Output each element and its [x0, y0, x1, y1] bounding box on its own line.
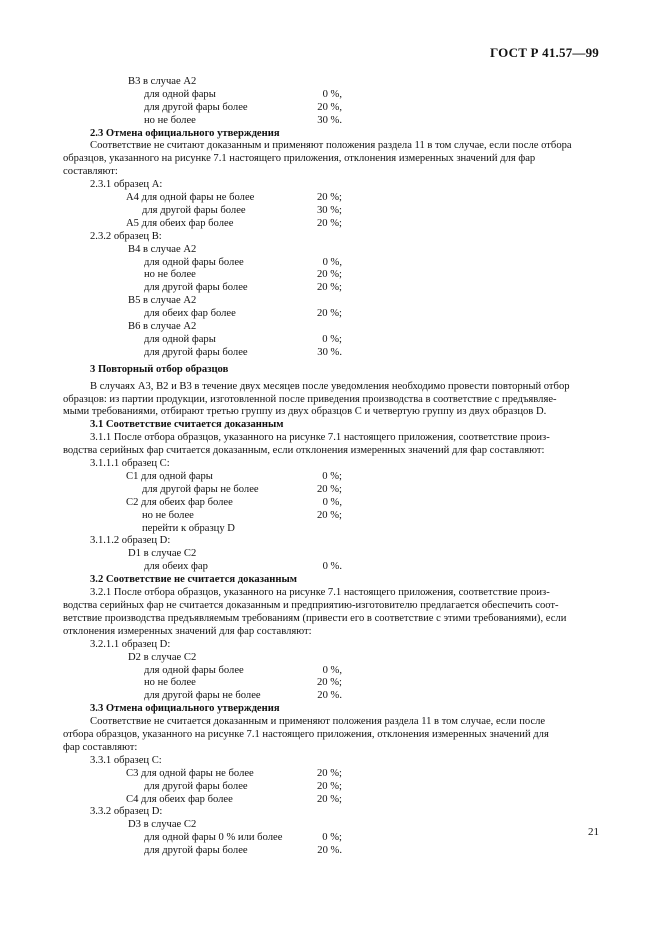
- value-row: [90, 781, 598, 794]
- row-label: для другой фары более: [144, 101, 248, 113]
- paragraph-line: отбора образцов, указанного на рисунке 7.1 настоящего приложения, отклонения измеренных значений для: [63, 729, 549, 740]
- value-row: [90, 269, 598, 282]
- paragraph-line: образцов: из партии продукции, изготовленной после приведения производства в соответствие с предъявляе-: [63, 393, 557, 405]
- value-row: [90, 102, 598, 115]
- paragraph-line: фар составляют:: [63, 741, 138, 753]
- paragraph-line: мыми требованиями, отбирают третью группу из двух образцов С и четвертую группу из двух образцов D.: [63, 406, 547, 418]
- row-value: 20 %;: [316, 780, 342, 792]
- paragraph-line: В случаях А3, В2 и В3 в течение двух месяцев после уведомления необходимо провести повторный отбор: [90, 380, 570, 392]
- paragraph-line: образцов, указанного на рисунке 7.1 настоящего приложения, отклонения измеренных значений для фар: [63, 153, 536, 165]
- subsection-label: 3.3.1 образец С:: [90, 754, 162, 766]
- value-row: [90, 282, 598, 295]
- page-number: 21: [588, 826, 599, 838]
- value-row: [90, 89, 598, 102]
- row-label: для другой фары более: [142, 205, 246, 216]
- paragraph-line: ветствие производства предъявляемым требованиям (привести его в соответствие с этими требованиями), если: [63, 612, 567, 624]
- paragraph-line: отклонения измеренных значений для фар составляют:: [63, 625, 312, 637]
- value-row: [90, 115, 598, 128]
- subsection-label: 3.1.1.2 образец D:: [90, 535, 171, 547]
- item-title: В4 в случае А2: [128, 243, 197, 255]
- document-code: ГОСТ Р 41.57—99: [490, 45, 599, 60]
- row-value: 20 %;: [316, 308, 342, 320]
- item-title: D3 в случае С2: [128, 819, 197, 831]
- value-row: [90, 471, 598, 484]
- value-row: [90, 677, 598, 690]
- row-value: 30 %.: [317, 346, 342, 358]
- row-value: 20 %;: [316, 192, 342, 204]
- value-row: [90, 347, 598, 360]
- row-value: 20 %;: [316, 483, 342, 495]
- row-value: 20 %,: [317, 101, 342, 113]
- document-body: [63, 76, 598, 858]
- row-label: но не более: [142, 509, 194, 521]
- goto-note: перейти к образцу D: [142, 522, 235, 534]
- value-row: [90, 308, 598, 321]
- value-row: [90, 845, 598, 858]
- row-value: 20 %;: [316, 217, 342, 229]
- row-value: 20 %;: [316, 677, 342, 689]
- row-label: для другой фары более: [144, 780, 248, 792]
- row-value: 30 %.: [317, 114, 342, 126]
- value-row: [90, 561, 598, 574]
- row-label: для другой фары более: [144, 346, 248, 358]
- row-value: 0 %;: [322, 832, 342, 844]
- value-row: [90, 484, 598, 497]
- value-row: [90, 510, 598, 523]
- subsection-label: 3.1.1.1 образец С:: [90, 458, 170, 470]
- row-label: но не более: [144, 114, 196, 126]
- section-heading: 3.3 Отмена официального утверждения: [90, 703, 280, 715]
- row-label: для одной фары более: [144, 664, 244, 676]
- value-row: [90, 690, 598, 703]
- row-label: для другой фары не более: [142, 483, 259, 495]
- row-label: С1 для одной фары: [126, 471, 213, 482]
- value-row: [90, 205, 598, 218]
- row-label: для другой фары не более: [144, 690, 261, 702]
- paragraph-line: Соответствие не считается доказанным и применяют положения раздела 11 в том случае, если после: [90, 716, 546, 728]
- row-label: но не более: [144, 677, 196, 689]
- section-heading: 2.3 Отмена официального утверждения: [90, 127, 280, 139]
- section-heading: 3.1 Соответствие считается доказанным: [90, 419, 284, 431]
- value-row: [90, 334, 598, 347]
- row-label: для одной фары более: [144, 256, 244, 268]
- value-row: [90, 665, 598, 678]
- paragraph-line: составляют:: [63, 166, 118, 178]
- row-value: 20 %;: [316, 767, 342, 779]
- row-label: для одной фары: [144, 88, 216, 100]
- subsection-label: 3.3.2 образец D:: [90, 806, 163, 818]
- value-row: [90, 768, 598, 781]
- row-value: 20 %;: [316, 509, 342, 521]
- row-value: 0 %,: [322, 88, 342, 100]
- paragraph-line: 3.1.1 После отбора образцов, указанного на рисунке 7.1 настоящего приложения, соответствие произ-: [90, 432, 550, 444]
- row-value: 20 %;: [316, 269, 342, 281]
- row-label: для обеих фар более: [144, 308, 236, 320]
- row-value: 20 %.: [317, 845, 342, 857]
- row-label: но не более: [144, 269, 196, 281]
- section-heading: 3 Повторный отбор образцов: [90, 363, 229, 375]
- row-label: С4 для обеих фар более: [126, 793, 233, 805]
- paragraph-line: водства серийных фар не считается доказанным и предприятию-изготовителю предлагается обеспечить соот-: [63, 599, 559, 611]
- row-value: 20 %;: [316, 282, 342, 294]
- paragraph-line: водства серийных фар считается доказанным, если отклонения измеренных значений для фар составляют:: [63, 445, 545, 457]
- row-value: 0 %,: [322, 664, 342, 676]
- subsection-label: 2.3.2 образец В:: [90, 230, 162, 242]
- item-title: В5 в случае А2: [128, 295, 197, 307]
- row-label: для одной фары: [144, 333, 216, 345]
- paragraph-line: Соответствие не считают доказанным и применяют положения раздела 11 в том случае, если после отбора: [90, 140, 572, 152]
- row-value: 0 %;: [322, 471, 342, 482]
- value-row: [90, 192, 598, 205]
- value-row: [90, 832, 598, 845]
- subsection-label: 2.3.1 образец А:: [90, 179, 163, 191]
- row-value: 20 %;: [316, 793, 342, 805]
- row-value: 0 %,: [322, 256, 342, 268]
- value-row: [90, 497, 598, 510]
- row-label: для обеих фар: [144, 561, 208, 573]
- value-row: [90, 257, 598, 270]
- item-title: D2 в случае С2: [128, 651, 197, 663]
- row-value: 20 %.: [317, 690, 342, 702]
- paragraph-line: 3.2.1 После отбора образцов, указанного на рисунке 7.1 настоящего приложения, соответствие произ-: [90, 587, 550, 599]
- row-label: для другой фары более: [144, 845, 248, 857]
- row-value: 0 %.: [322, 561, 342, 573]
- row-label: С2 для обеих фар более: [126, 496, 233, 508]
- item-title: В3 в случае А2: [128, 76, 197, 87]
- row-label: А5 для обеих фар более: [126, 217, 234, 229]
- row-value: 30 %;: [316, 205, 342, 216]
- row-label: для другой фары более: [144, 282, 248, 294]
- value-row: [90, 794, 598, 807]
- item-title: В6 в случае А2: [128, 321, 197, 333]
- value-row: [90, 218, 598, 231]
- row-value: 0 %,: [322, 496, 342, 508]
- row-label: А4 для одной фары не более: [126, 192, 255, 204]
- item-title: D1 в случае С2: [128, 548, 197, 560]
- row-label: С3 для одной фары не более: [126, 767, 254, 779]
- section-heading: 3.2 Соответствие не считается доказанным: [90, 574, 297, 586]
- row-value: 0 %;: [322, 333, 342, 345]
- subsection-label: 3.2.1.1 образец D:: [90, 638, 171, 650]
- row-label: для одной фары 0 % или более: [144, 832, 283, 844]
